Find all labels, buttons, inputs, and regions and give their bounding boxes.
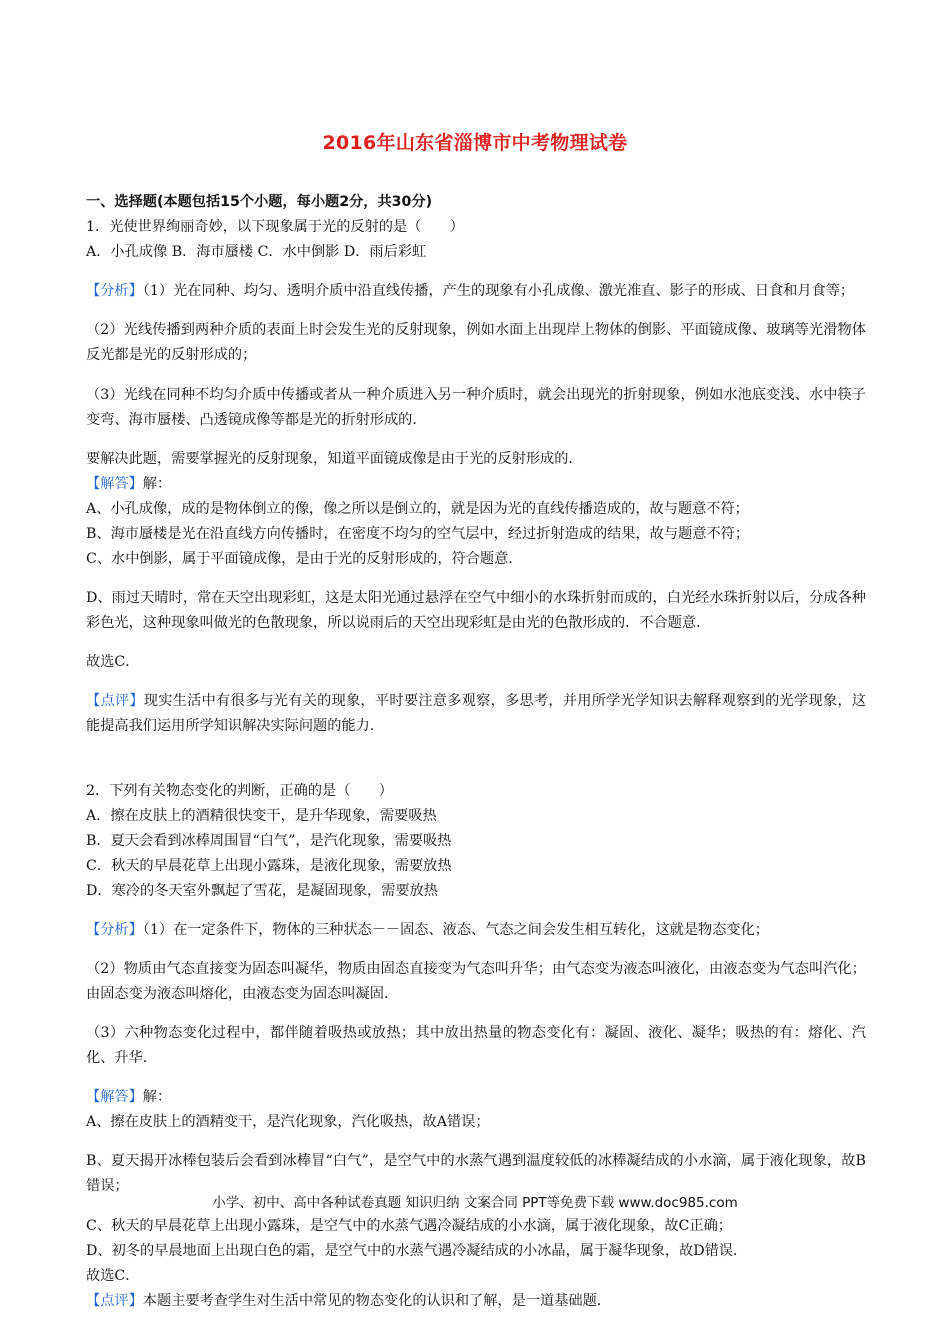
answer-text: D、雨过天晴时，常在天空出现彩虹，这是太阳光通过悬浮在空气中细小的水珠折射而成的，白光经水珠折射以后，分成各种彩色光，这种现象叫做光的色散现象，所以说雨后的天空出现彩虹是由光的色散形成的．不合题意． [86,589,866,631]
analysis-text: （3）光线在同种不均匀介质中传播或者从一种介质进入另一种介质时，就会出现光的折射现象，例如水池底变浅、水中筷子变弯、海市蜃楼、凸透镜成像等都是光的折射形成的． [86,386,866,428]
answer-tag: 【解答】 [86,1089,143,1106]
question-option-c: C．秋天的早晨花草上出现小露珠，是液化现象，需要放热 [86,857,452,874]
analysis-text: （2）光线传播到两种介质的表面上时会发生光的反射现象，例如水面上出现岸上物体的倒影、平面镜成像、玻璃等光滑物体反光都是光的反射形成的； [86,322,866,364]
analysis-text: （1）在一定条件下，物体的三种状态－－固态、液态、气态之间会发生相互转化，这就是物态变化； [142,921,769,938]
page-footer: 小学、初中、高中各种试卷真题 知识归纳 文案合同 PPT等免费下载 www.doc985.com [212,1195,738,1211]
question-options: A．小孔成像 B．海市蜃楼 C．水中倒影 D．雨后彩虹 [86,244,427,260]
question-option-b: B．夏天会看到冰棒周围冒“白气”，是汽化现象，需要吸热 [86,832,452,849]
answer-text: B、海市蜃楼是光在沿直线方向传播时，在密度不均匀的空气层中，经过折射造成的结果，故与题意不符； [86,525,750,542]
question-1 [86,215,866,739]
comment-text: 现实生活中有很多与光有关的现象，平时要注意多观察，多思考，并用所学光学知识去解释观察到的光学现象，这能提高我们运用所学知识解决实际问题的能力． [86,693,866,735]
comment-tag: 【点评】 [86,1292,143,1309]
answer-choice: 故选C． [86,654,140,671]
analysis-text: （2）物质由气态直接变为固态叫凝华，物质由固态直接变为气态叫升华；由气态变为液态叫液化，由液态变为气态叫汽化；由固态变为液态叫熔化，由液态变为固态叫凝固． [86,960,866,1002]
spacer [86,754,866,779]
exam-content [86,190,866,1314]
question-option-a: A．擦在皮肤上的酒精很快变干，是升华现象，需要吸热 [86,807,437,824]
analysis-tag: 【分析】 [86,283,143,300]
analysis-paragraph [86,918,866,943]
answer-lead: 解： [142,475,172,492]
answer-text: C、水中倒影，属于平面镜成像，是由于光的反射形成的，符合题意． [86,550,523,567]
answer-paragraph [86,472,866,497]
analysis-tag: 【分析】 [86,921,143,938]
answer-choice: 故选C． [86,1267,140,1284]
analysis-text: 要解决此题，需要掌握光的反射现象，知道平面镜成像是由于光的反射形成的． [86,450,583,467]
page-title: 2016年山东省淄博市中考物理试卷 [322,132,628,154]
analysis-text: （1）光在同种、均匀、透明介质中沿直线传播，产生的现象有小孔成像、激光准直、影子的形成、日食和月食等； [142,283,855,300]
answer-text: A、小孔成像，成的是物体倒立的像，像之所以是倒立的，就是因为光的直线传播造成的，故与题意不符； [86,500,749,517]
comment-paragraph [86,1289,866,1314]
question-stem: 1．光使世界绚丽奇妙，以下现象属于光的反射的是（ ） [86,219,464,235]
analysis-paragraph [86,279,866,304]
answer-text: A、擦在皮肤上的酒精变干，是汽化现象，汽化吸热，故A错误； [86,1114,490,1131]
section-heading: 一、选择题(本题包括15个小题，每小题2分，共30分) [86,194,433,210]
comment-tag: 【点评】 [86,693,144,710]
answer-text: C、秋天的早晨花草上出现小露珠，是空气中的水蒸气遇冷凝结成的小水滴，属于液化现象，故C正确； [86,1217,732,1234]
question-stem: 2．下列有关物态变化的判断，正确的是（ ） [86,782,393,799]
answer-text: B、夏天揭开冰棒包装后会看到冰棒冒“白气”，是空气中的水蒸气遇到温度较低的冰棒凝结成的小水滴，属于液化现象，故B错误； [86,1153,866,1195]
answer-lead: 解： [142,1089,172,1106]
question-option-d: D．寒冷的冬天室外飘起了雪花，是凝固现象，需要放热 [86,882,438,899]
question-2 [86,779,866,1314]
comment-paragraph [86,689,866,739]
answer-text: D、初冬的早晨地面上出现白色的霜，是空气中的水蒸气遇冷凝结成的小冰晶，属于凝华现象，故D错误． [86,1242,748,1259]
answer-paragraph [86,1085,866,1110]
answer-tag: 【解答】 [86,475,143,492]
comment-text: 本题主要考查学生对生活中常见的物态变化的认识和了解，是一道基础题． [142,1292,611,1309]
analysis-text: （3）六种物态变化过程中，都伴随着吸热或放热；其中放出热量的物态变化有：凝固、液化、凝华；吸热的有：熔化、汽化、升华． [86,1025,866,1067]
